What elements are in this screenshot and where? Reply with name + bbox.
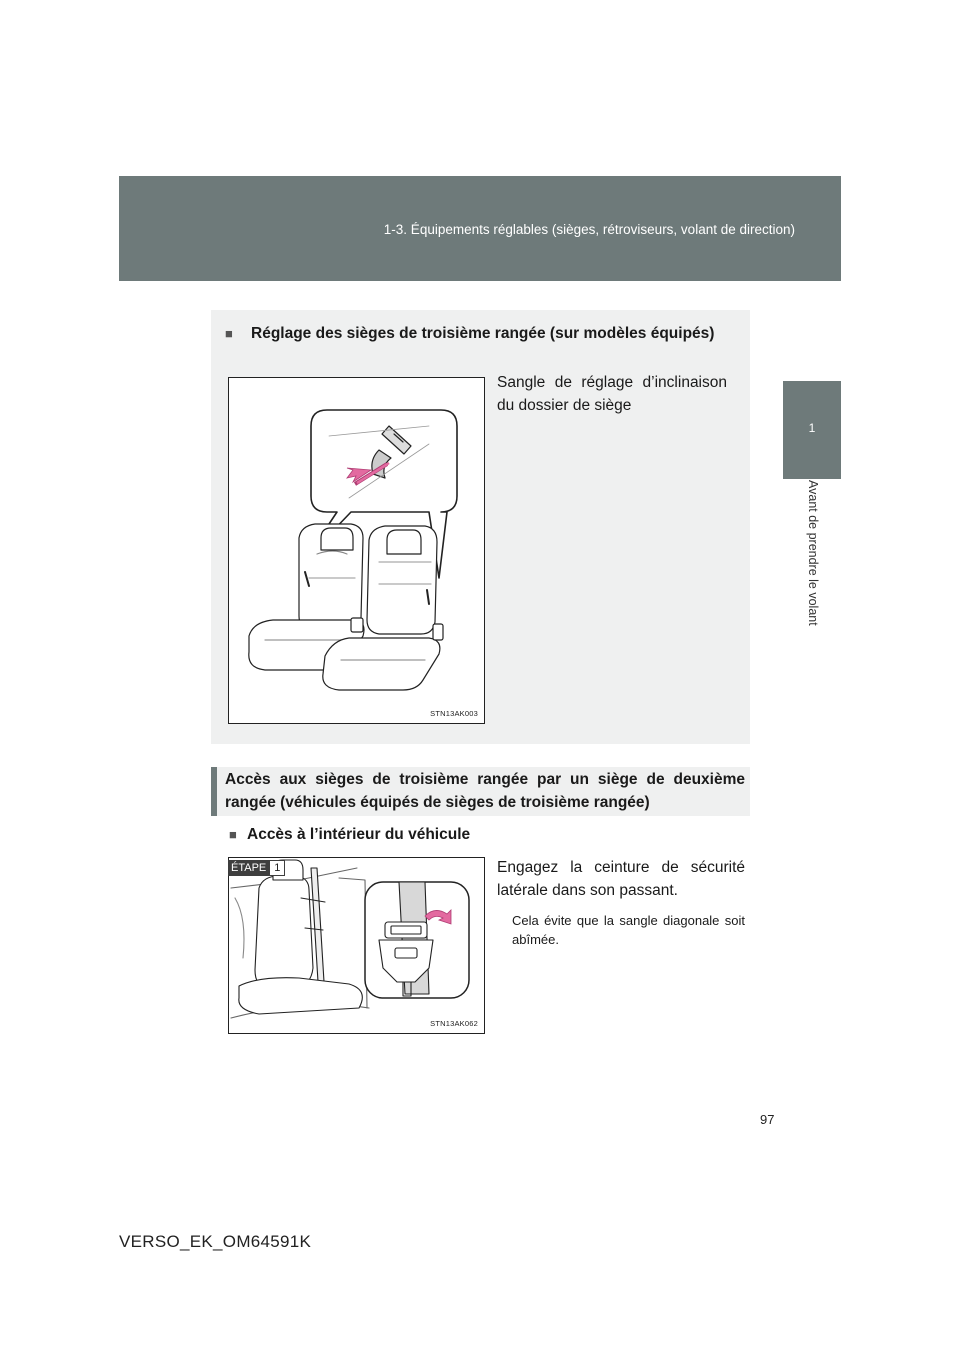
section-accent-bar	[211, 767, 217, 816]
chapter-tab[interactable]	[783, 381, 841, 479]
page-header	[119, 176, 841, 281]
seatbelt-illustration	[229, 858, 484, 1033]
black-square-icon: ■	[225, 326, 233, 341]
block1-heading: Réglage des sièges de troisième rangée (sur modèles équipés)	[251, 325, 715, 342]
seat-illustration	[229, 378, 484, 723]
seatbelt-figure	[228, 857, 485, 1034]
black-square-icon: ■	[229, 827, 237, 842]
section-title: Accès aux sièges de troisième rangée par un siège de deuxième rangée (véhicules équipés de sièges de troisième rangée)	[225, 771, 745, 811]
chapter-number: 1	[808, 421, 816, 435]
chapter-label: Avant de prendre le volant	[806, 480, 820, 626]
figure-code: STN13AK003	[430, 709, 478, 718]
block2-note: Cela évite que la sangle diagonale soit abîmée.	[512, 913, 745, 947]
block2-heading: Accès à l’intérieur du véhicule	[247, 826, 471, 843]
footer-code: VERSO_EK_OM64591K	[119, 1232, 312, 1251]
header-title: 1-3. Équipements réglables (sièges, rétroviseurs, volant de direction)	[383, 222, 795, 237]
seat-figure	[228, 377, 485, 724]
figure-code: STN13AK062	[430, 1019, 478, 1028]
page-number: 97	[760, 1112, 775, 1127]
step-badge	[228, 860, 285, 876]
block1-heading-wrap	[225, 322, 741, 345]
third-row-adjust-box	[211, 310, 750, 744]
section-heading-box	[211, 767, 750, 816]
block2-instruction: Engagez la ceinture de sécurité latérale dans son passant.	[497, 859, 745, 899]
step-number: 1	[269, 860, 285, 876]
block1-description: Sangle de réglage d’inclinaison du dossier de siège	[497, 374, 727, 414]
block2-heading-wrap	[229, 823, 739, 846]
step-label: ÉTAPE	[228, 860, 269, 876]
